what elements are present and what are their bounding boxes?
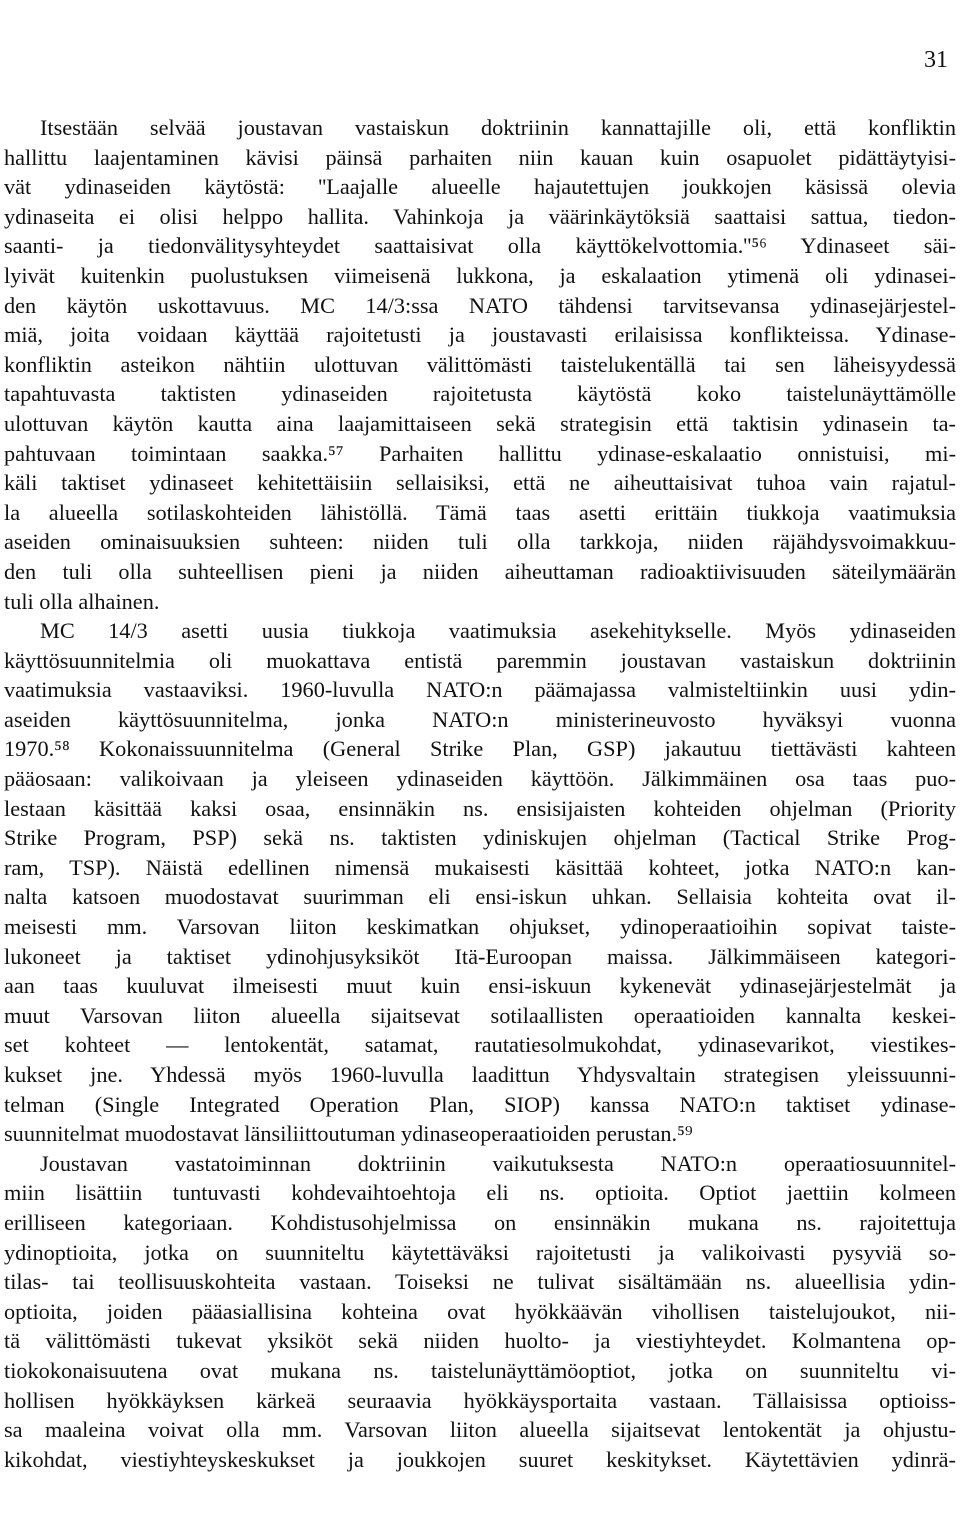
text-line: tä välittömästi tukevat yksiköt sekä niiden huolto- ja viestiyhteydet. Kolmantena op- — [4, 1328, 956, 1354]
text-line: lyivät kuitenkin puolustuksen viimeisenä lukkona, ja eskalaation ytimenä oli ydinasei- — [4, 262, 956, 288]
text-line: lestaan käsittää kaksi osaa, ensinnäkin ns. ensisijaisten kohteiden ohjelman (Priority — [4, 795, 956, 821]
text-line: aan taas kuuluvat ilmeisesti muut kuin ensi-iskuun kykenevät ydinasejärjestelmät ja — [4, 973, 956, 999]
text-line: MC 14/3 asetti uusia tiukkoja vaatimuksia asekehitykselle. Myös ydinaseiden — [40, 618, 956, 644]
text-line: aseiden ominaisuuksien suhteen: niiden tuli olla tarkkoja, niiden räjähdysvoimakkuu- — [4, 529, 956, 555]
text-line: konfliktin asteikon nähtiin ulottuvan välittömästi taistelukentällä tai sen läheisyydessä — [4, 351, 956, 377]
text-line: den käytön uskottavuus. MC 14/3:ssa NATO tähdensi tarvitsevansa ydinasejärjestel- — [4, 292, 956, 318]
text-line: ydinaseita ei olisi helppo hallita. Vahinkoja ja väärinkäytöksiä saattaisi sattua, tiedon- — [4, 203, 956, 229]
text-line: vaatimuksia vastaaviksi. 1960-luvulla NATO:n päämajassa valmisteltiinkin uusi ydin- — [4, 677, 956, 703]
text-line: Strike Program, PSP) sekä ns. taktisten ydiniskujen ohjelman (Tactical Strike Prog- — [4, 825, 956, 851]
text-line: miä, joita voidaan käyttää rajoitetusti ja joustavasti erilaisissa konflikteissa. Ydinase- — [4, 322, 956, 348]
body-text — [4, 113, 956, 1474]
text-line: optioita, joiden pääasiallisina kohteina ovat hyökkäävän vihollisen taistelujoukot, nii- — [4, 1298, 956, 1324]
text-line: Itsestään selvää joustavan vastaiskun doktriinin kannattajille oli, että konfliktin — [40, 115, 956, 140]
text-line: käli taktiset ydinaseet kehitettäisiin sellaisiksi, että ne aiheuttaisivat tuhoa vain rajatul- — [4, 470, 956, 496]
text-line: ulottuvan käytön kautta aina laajamittaiseen sekä strategisin että taktisin ydinasein ta- — [4, 410, 956, 436]
text-line: suunnitelmat muodostavat länsiliittoutuman ydinaseoperaatioiden perustan.⁵⁹ — [4, 1121, 693, 1147]
text-line: kikohdat, viestiyhteyskeskukset ja joukkojen suuret keskitykset. Käytettävien ydinrä- — [4, 1446, 956, 1472]
text-line: la alueella sotilaskohteiden lähistöllä. Tämä taas asetti erittäin tiukkoja vaatimuksia — [4, 499, 956, 525]
text-line: erilliseen kategoriaan. Kohdistusohjelmissa on ensinnäkin mukana ns. rajoitettuja — [4, 1209, 956, 1235]
text-line: tilas- tai teollisuuskohteita vastaan. Toiseksi ne tulivat sisältämään ns. alueellisia ydin- — [4, 1269, 956, 1295]
text-line: nalta katsoen muodostavat suurimman eli ensi-iskun uhkan. Sellaisia kohteita ovat il- — [4, 884, 956, 910]
text-line: Joustavan vastatoiminnan doktriinin vaikutuksesta NATO:n operaatiosuunnitel- — [40, 1150, 956, 1176]
text-line: lukoneet ja taktiset ydinohjusyksiköt Itä-Euroopan maissa. Jälkimmäiseen kategori- — [4, 943, 956, 969]
text-line: ram, TSP). Näistä edellinen nimensä mukaisesti käsittää kohteet, jotka NATO:n kan- — [4, 854, 956, 880]
text-line: käyttösuunnitelmia oli muokattava entistä paremmin joustavan vastaiskun doktriinin — [4, 647, 956, 673]
text-line: 1970.⁵⁸ Kokonaissuunnitelma (General Strike Plan, GSP) jakautuu tiettävästi kahteen — [4, 736, 956, 762]
text-line: pahtuvaan toimintaan saakka.⁵⁷ Parhaiten hallittu ydinase-eskalaatio onnistuisi, mi- — [4, 440, 956, 466]
text-line: tiokokonaisuutena ovat mukana ns. taistelunäyttämöoptiot, jotka on suunniteltu vi- — [4, 1357, 956, 1383]
text-line: ydinoptioita, jotka on suunniteltu käytettäväksi rajoitetusti ja valikoivasti pysyviä so- — [4, 1239, 956, 1265]
text-line: meisesti mm. Varsovan liiton keskimatkan ohjukset, ydinoperaatioihin sopivat taiste- — [4, 914, 956, 940]
text-line: muut Varsovan liiton alueella sijaitsevat sotilaallisten operaatioiden kannalta keskei- — [4, 1002, 956, 1028]
text-line: telman (Single Integrated Operation Plan, SIOP) kanssa NATO:n taktiset ydinase- — [4, 1091, 956, 1117]
text-line: den tuli olla suhteellisen pieni ja niiden aiheuttaman radioaktiivisuuden säteilymäärän — [4, 558, 956, 584]
text-line: miin lisättiin tuntuvasti kohdevaihtoehtoja eli ns. optioita. Optiot jaettiin kolmeen — [4, 1180, 956, 1206]
text-line: hallittu laajentaminen kävisi päinsä parhaiten niin kauan kuin osapuolet pidättäytyisi- — [4, 144, 956, 170]
text-line: tuli olla alhainen. — [4, 588, 160, 614]
text-line: sa maaleina voivat olla mm. Varsovan liiton alueella sijaitsevat lentokentät ja ohjustu- — [4, 1417, 956, 1443]
text-line: kukset jne. Yhdessä myös 1960-luvulla laadittun Yhdysvaltain strategisen yleissuunni- — [4, 1062, 956, 1087]
text-line: saanti- ja tiedonvälitysyhteydet saattaisivat olla käyttökelvottomia.''⁵⁶ Ydinaseet säi- — [4, 233, 956, 259]
text-line: vät ydinaseiden käytöstä: ''Laajalle alueelle hajautettujen joukkojen käsissä olevia — [4, 174, 956, 200]
text-line: aseiden käyttösuunnitelma, jonka NATO:n ministerineuvosto hyväksyi vuonna — [4, 706, 956, 732]
text-line: hollisen hyökkäyksen kärkeä seuraavia hyökkäysportaita vastaan. Tällaisissa optioiss- — [4, 1387, 956, 1413]
text-line: set kohteet — lentokentät, satamat, rautatiesolmukohdat, ydinasevarikot, viestikes- — [4, 1032, 956, 1058]
page-number: 31 — [924, 47, 948, 73]
text-line: tapahtuvasta taktisten ydinaseiden rajoitetusta käytöstä koko taistelunäyttämölle — [4, 381, 956, 407]
text-line: pääosaan: valikoivaan ja yleiseen ydinaseiden käyttöön. Jälkimmäinen osa taas puo- — [4, 766, 956, 792]
